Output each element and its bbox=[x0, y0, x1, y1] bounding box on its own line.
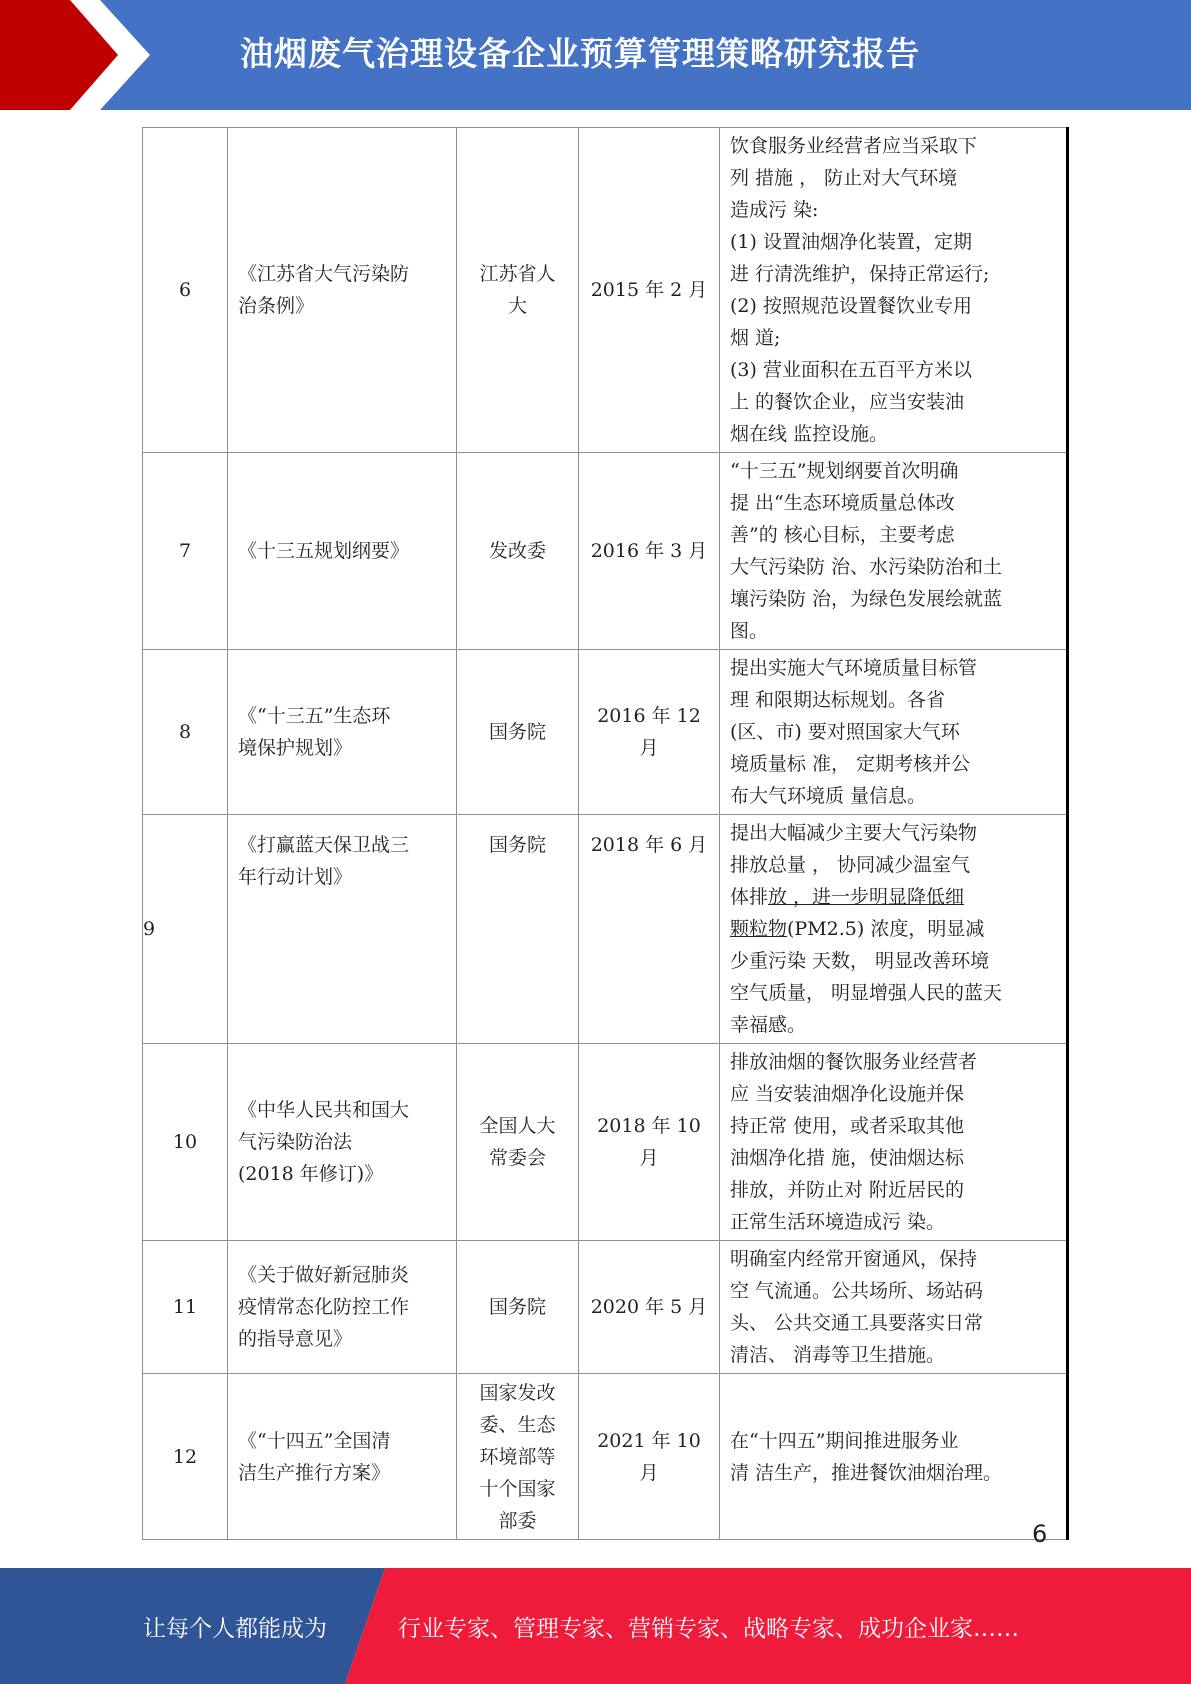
policy-description: 排放油烟的餐饮服务业经营者 应 当安装油烟净化设施并保 持正常 使用，或者采取其他 油烟净化措 施，使油烟达标 排放，并防止对 附近居民的 正常生活环境造成污 染。 bbox=[720, 1044, 1068, 1241]
issuer: 发改委 bbox=[457, 453, 579, 650]
issue-date: 2020 年 5 月 bbox=[579, 1241, 720, 1374]
header-arrow-icon bbox=[0, 0, 160, 110]
table-row bbox=[143, 815, 1068, 1044]
issue-date: 2018 年 6 月 bbox=[579, 815, 720, 1044]
table-row bbox=[143, 1241, 1068, 1374]
policy-name: 《关于做好新冠肺炎 疫情常态化防控工作 的指导意见》 bbox=[228, 1241, 457, 1374]
row-number: 6 bbox=[143, 128, 228, 453]
table-row bbox=[143, 1044, 1068, 1241]
policy-name: 《“十四五”全国清 洁生产推行方案》 bbox=[228, 1374, 457, 1540]
issuer: 全国人大 常委会 bbox=[457, 1044, 579, 1241]
header-band bbox=[0, 0, 1191, 110]
footer-slogan-left: 让每个人都能成为 bbox=[143, 1616, 327, 1642]
row-number: 12 bbox=[143, 1374, 228, 1540]
issuer: 国务院 bbox=[457, 815, 579, 1044]
policy-name: 《“十三五”生态环 境保护规划》 bbox=[228, 650, 457, 815]
issuer: 国务院 bbox=[457, 1241, 579, 1374]
policy-name: 《江苏省大气污染防 治条例》 bbox=[228, 128, 457, 453]
row-number: 8 bbox=[143, 650, 228, 815]
row-number: 10 bbox=[143, 1044, 228, 1241]
footer-band bbox=[0, 1568, 1191, 1684]
policy-name: 《中华人民共和国大 气污染防治法 (2018 年修订)》 bbox=[228, 1044, 457, 1241]
report-title: 油烟废气治理设备企业预算管理策略研究报告 bbox=[240, 34, 920, 73]
issuer: 江苏省人 大 bbox=[457, 128, 579, 453]
table-row bbox=[143, 453, 1068, 650]
issue-date: 2016 年 12 月 bbox=[579, 650, 720, 815]
row-number: 11 bbox=[143, 1241, 228, 1374]
page-number: 6 bbox=[1032, 1520, 1048, 1548]
issue-date: 2021 年 10 月 bbox=[579, 1374, 720, 1540]
policy-description: 提出大幅减少主要大气污染物 排放总量 ， 协同减少温室气 体排放 ，进一步明显降低细 颗粒物(PM2.5) 浓度，明显减 少重污染 天数， 明显改善环境 空气质量， 明显增强人民的蓝天 幸福感。 bbox=[720, 815, 1068, 1044]
row-number: 9 bbox=[143, 815, 228, 1044]
issuer: 国务院 bbox=[457, 650, 579, 815]
policy-name: 《十三五规划纲要》 bbox=[228, 453, 457, 650]
row-number: 7 bbox=[143, 453, 228, 650]
issue-date: 2015 年 2 月 bbox=[579, 128, 720, 453]
issue-date: 2018 年 10 月 bbox=[579, 1044, 720, 1241]
policy-description: 明确室内经常开窗通风，保持 空 气流通。公共场所、场站码 头、 公共交通工具要落实日常 清洁、 消毒等卫生措施。 bbox=[720, 1241, 1068, 1374]
table-row bbox=[143, 128, 1068, 453]
policy-name: 《打赢蓝天保卫战三 年行动计划》 bbox=[228, 815, 457, 1044]
issue-date: 2016 年 3 月 bbox=[579, 453, 720, 650]
table-row bbox=[143, 650, 1068, 815]
policy-description: “十三五”规划纲要首次明确 提 出“生态环境质量总体改 善”的 核心目标，主要考虑 大气污染防 治、水污染防治和土 壤污染防 治，为绿色发展绘就蓝 图。 bbox=[720, 453, 1068, 650]
policy-table bbox=[142, 127, 1069, 1540]
policy-description: 提出实施大气环境质量目标管 理 和限期达标规划。各省 (区、市) 要对照国家大气环 境质量标 准， 定期考核并公 布大气环境质 量信息。 bbox=[720, 650, 1068, 815]
footer-slogan-right: 行业专家、管理专家、营销专家、战略专家、成功企业家…… bbox=[398, 1616, 1019, 1642]
table-row bbox=[143, 1374, 1068, 1540]
policy-description: 饮食服务业经营者应当采取下 列 措施 ， 防止对大气环境 造成污 染: (1) 设置油烟净化装置，定期 进 行清洗维护，保持正常运行; (2) 按照规范设置餐饮业专用 烟 道; (3) 营业面积在五百平方米以 上 的餐饮企业，应当安装油 烟在线 监控设施。 bbox=[720, 128, 1068, 453]
policy-description: 在“十四五”期间推进服务业 清 洁生产，推进餐饮油烟治理。 bbox=[720, 1374, 1068, 1540]
issuer: 国家发改 委、生态 环境部等 十个国家 部委 bbox=[457, 1374, 579, 1540]
